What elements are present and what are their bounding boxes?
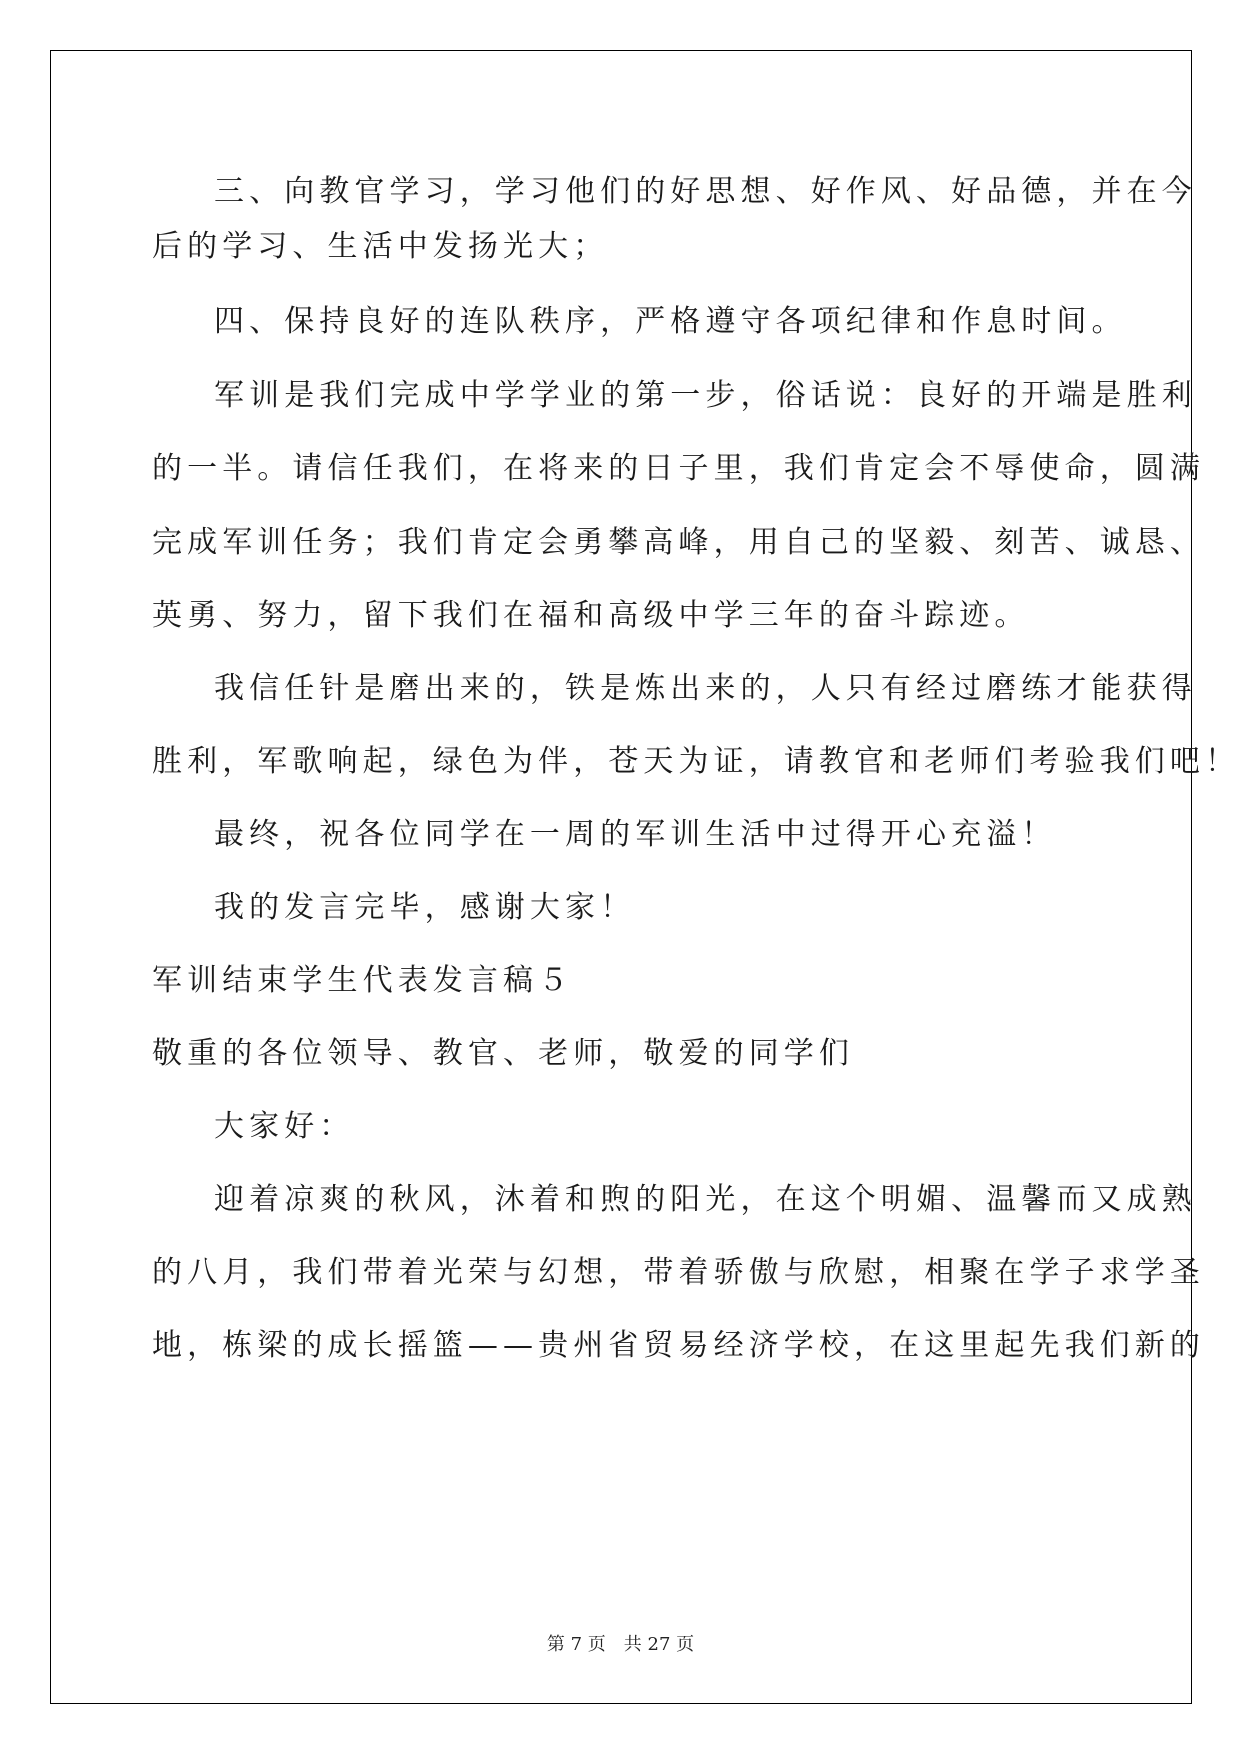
greeting: 大家好：: [214, 1109, 355, 1144]
text-line: 后的学习、生活中发扬光大；: [152, 229, 609, 264]
text-line: 地，栋梁的成长摇篮——贵州省贸易经济学校，在这里起先我们新的: [152, 1328, 1205, 1363]
text-line: 三、向教官学习，学习他们的好思想、好作风、好品德，并在今: [214, 174, 1197, 209]
text-line: 胜利，军歌响起，绿色为伴，苍天为证，请教官和老师们考验我们吧！: [152, 744, 1241, 779]
text-line: 完成军训任务；我们肯定会勇攀高峰，用自己的坚毅、刻苦、诚恳、: [152, 525, 1205, 560]
section-heading: 军训结束学生代表发言稿５: [152, 963, 574, 998]
text-line: 的一半。请信任我们，在将来的日子里，我们肯定会不辱使命，圆满: [152, 451, 1205, 486]
text-line: 我信任针是磨出来的，铁是炼出来的，人只有经过磨练才能获得: [214, 671, 1197, 706]
text-line: 最终，祝各位同学在一周的军训生活中过得开心充溢！: [214, 817, 1057, 852]
salutation: 敬重的各位领导、教官、老师，敬爱的同学们: [152, 1036, 854, 1071]
page-frame: [50, 50, 1192, 1704]
page-number: 第 7 页 共 27 页: [546, 1634, 695, 1655]
text-line: 我的发言完毕，感谢大家！: [214, 890, 636, 925]
text-line: 军训是我们完成中学学业的第一步，俗话说：良好的开端是胜利: [214, 378, 1197, 413]
text-line: 四、保持良好的连队秩序，严格遵守各项纪律和作息时间。: [214, 304, 1127, 339]
text-line: 英勇、努力，留下我们在福和高级中学三年的奋斗踪迹。: [152, 598, 1030, 633]
text-line: 迎着凉爽的秋风，沐着和煦的阳光，在这个明媚、温馨而又成熟: [214, 1182, 1197, 1217]
text-line: 的八月，我们带着光荣与幻想，带着骄傲与欣慰，相聚在学子求学圣: [152, 1255, 1205, 1290]
